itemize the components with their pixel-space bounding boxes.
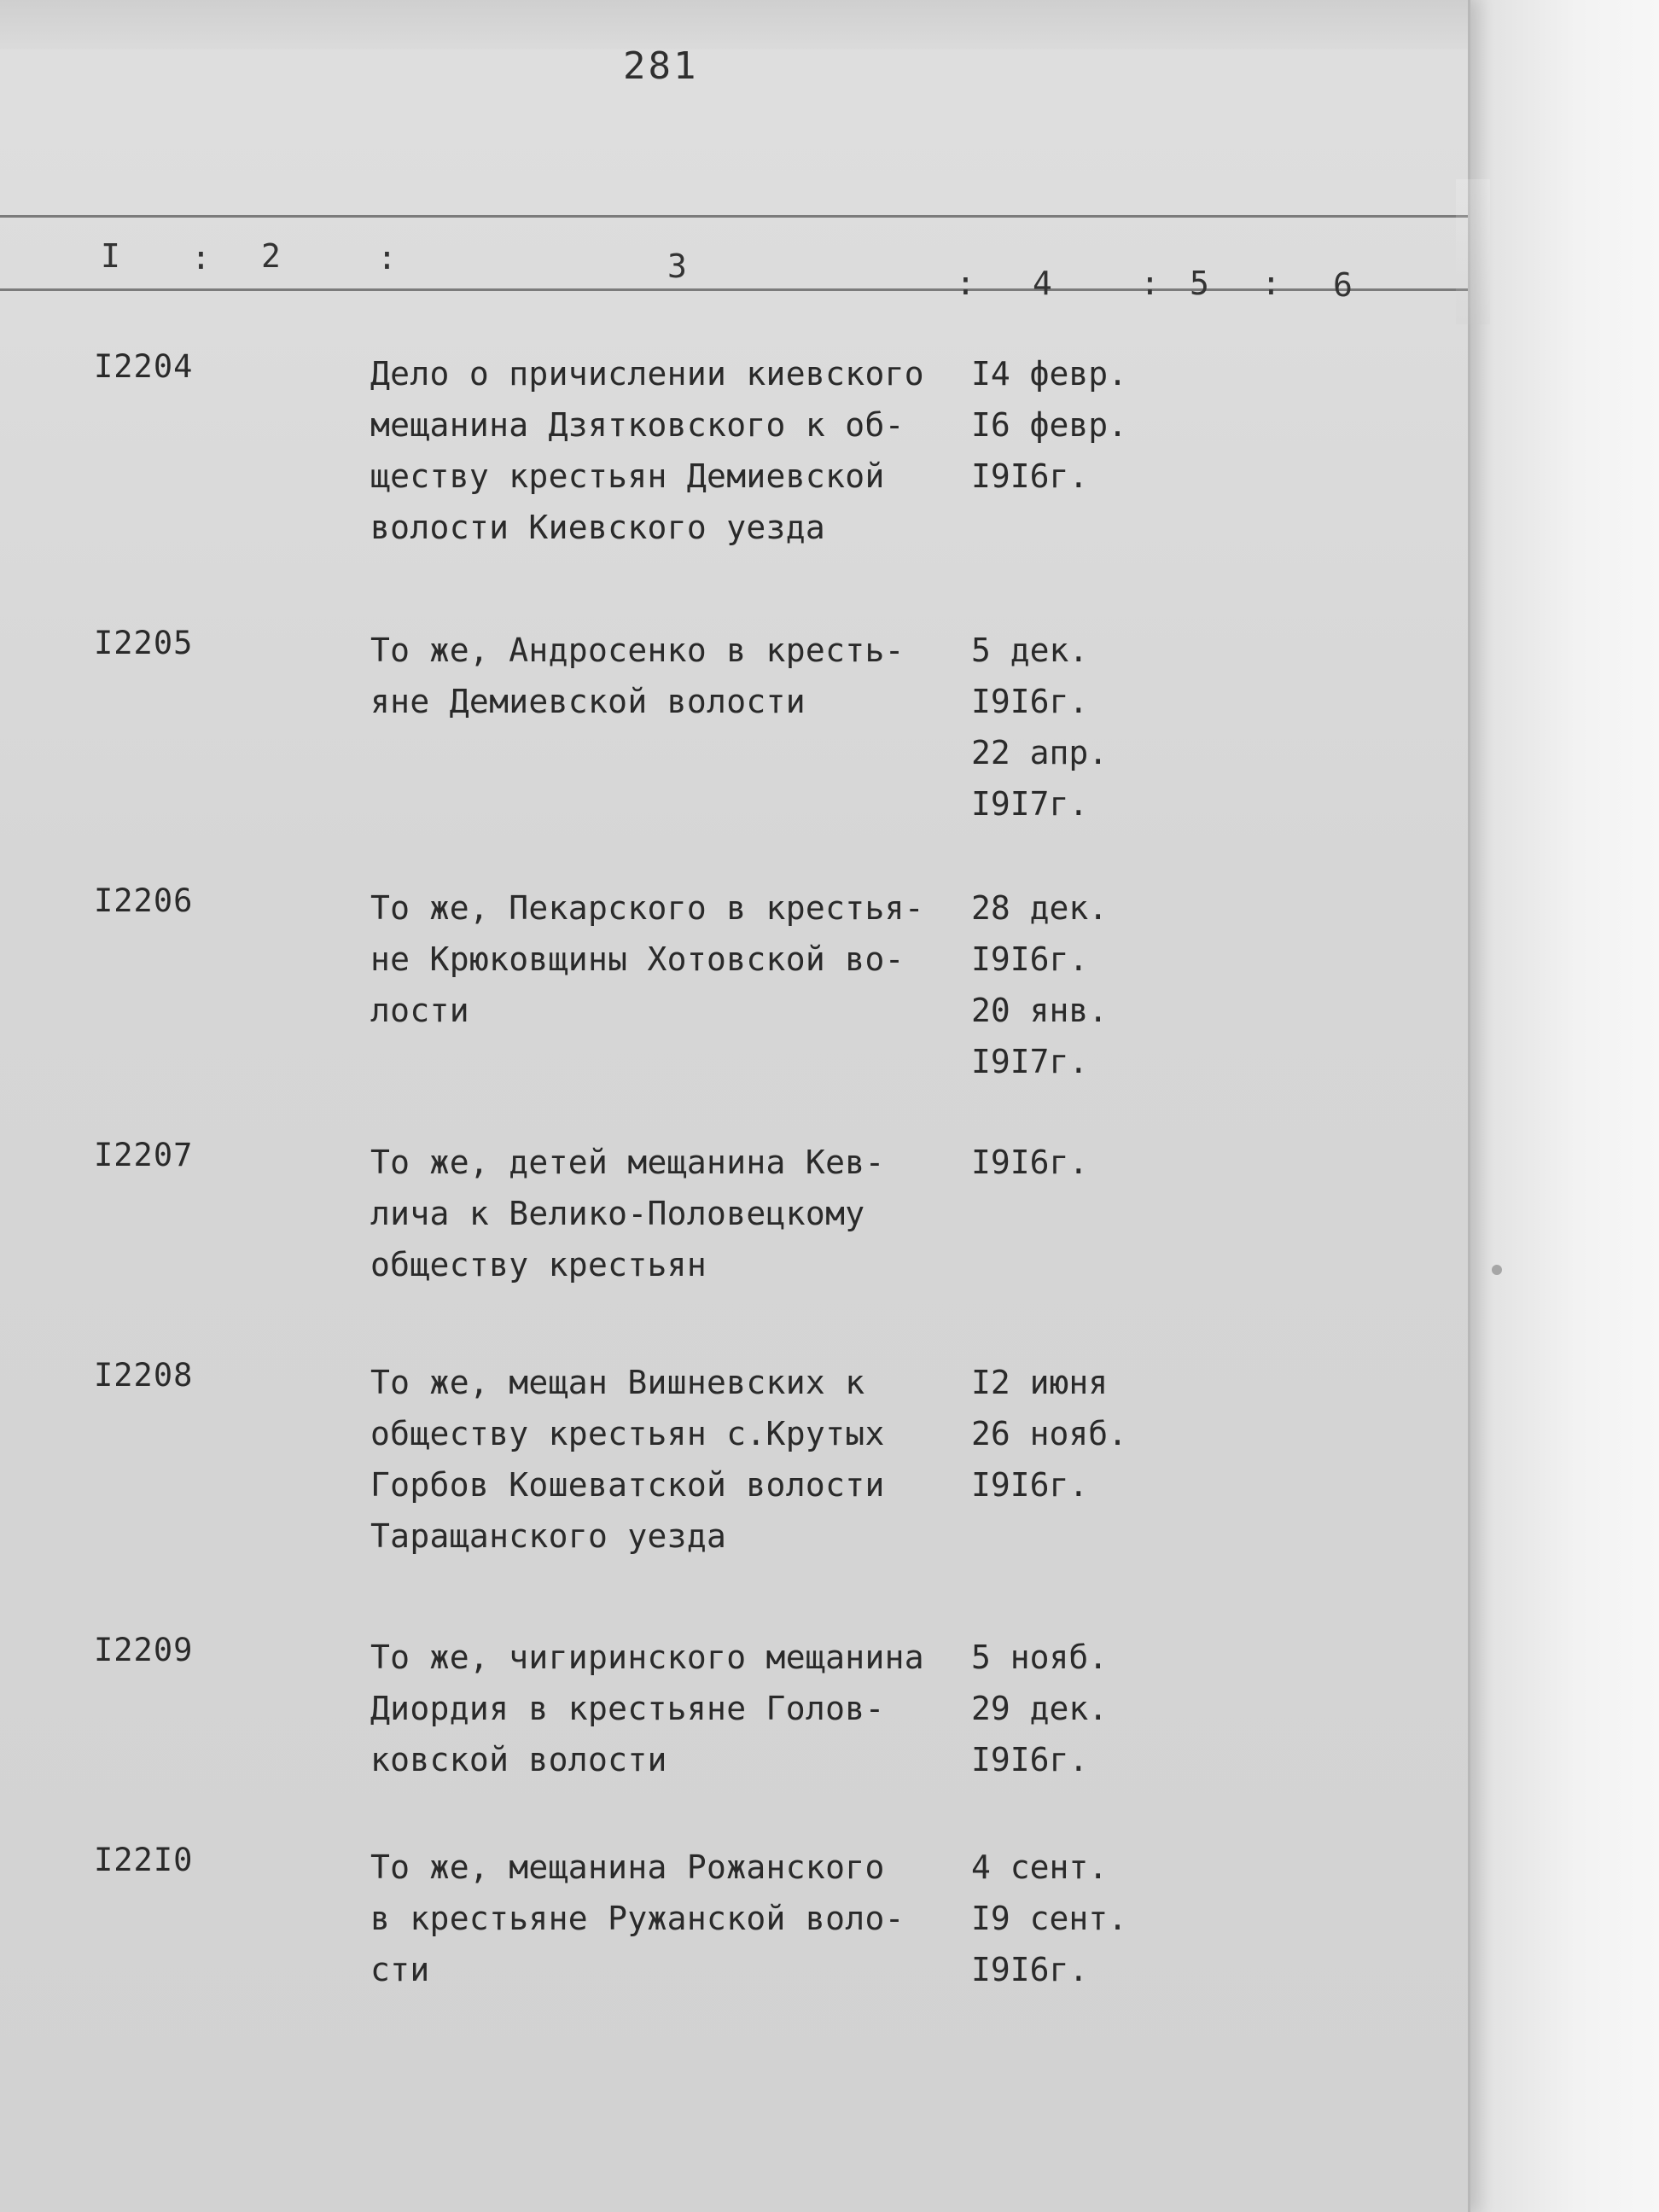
row-number: I2209	[94, 1632, 194, 1668]
row-dates: 5 дек. I9I6г. 22 апр. I9I7г.	[971, 632, 1109, 823]
column-header-4: 4	[1033, 265, 1052, 302]
column-separator: :	[956, 265, 975, 302]
row-dates: 5 нояб. 29 дек. I9I6г.	[971, 1639, 1109, 1778]
row-title: То же, мещанина Рожанского в крестьяне Ружанской воло- сти	[370, 1848, 905, 1988]
row-title: То же, мещан Вишневских к обществу крестьян с.Крутых Горбов Кошеватской волости Таращанского уезда	[370, 1364, 885, 1555]
column-separator: :	[191, 239, 211, 276]
row-number: I2206	[94, 882, 194, 919]
page-shadow	[1456, 179, 1490, 324]
column-header-6: 6	[1333, 266, 1353, 304]
margin-smudge	[1492, 1265, 1502, 1275]
column-separator: :	[1140, 265, 1160, 302]
row-title: Дело о причислении киевского мещанина Дзятковского к об- ществу крестьян Демиевской волости Киевского уезда	[370, 355, 924, 546]
row-number: I2208	[94, 1357, 194, 1394]
row-dates: I2 июня 26 нояб. I9I6г.	[971, 1364, 1128, 1504]
background-surface	[1451, 0, 1659, 2212]
row-number: I2207	[94, 1137, 194, 1173]
row-title: То же, детей мещанина Кев- лича к Велико-Половецкому обществу крестьян	[370, 1144, 885, 1284]
row-title: То же, чигиринского мещанина Диордия в крестьяне Голов- ковской волости	[370, 1639, 924, 1778]
row-dates: I9I6г.	[971, 1144, 1089, 1181]
header-rule-top	[0, 215, 1468, 218]
column-header-3: 3	[667, 247, 687, 285]
row-number: I22I0	[94, 1842, 194, 1878]
row-dates: 4 сент. I9 сент. I9I6г.	[971, 1848, 1128, 1988]
row-number: I2205	[94, 625, 194, 661]
row-number: I2204	[94, 348, 194, 385]
row-title: То же, Пекарского в крестья- не Крюковщины Хотовской во- лости	[370, 889, 924, 1029]
page-top-edge	[0, 0, 1468, 49]
column-header-1: I	[101, 237, 120, 275]
row-dates: I4 февр. I6 февр. I9I6г.	[971, 355, 1128, 495]
header-rule-bottom	[0, 288, 1468, 291]
column-header-2: 2	[261, 237, 281, 275]
column-header-5: 5	[1190, 265, 1209, 302]
row-title: То же, Андросенко в кресть- яне Демиевской волости	[370, 632, 905, 720]
page-number: 281	[623, 44, 699, 88]
column-separator: :	[377, 239, 397, 276]
column-separator: :	[1261, 265, 1281, 302]
row-dates: 28 дек. I9I6г. 20 янв. I9I7г.	[971, 889, 1109, 1080]
